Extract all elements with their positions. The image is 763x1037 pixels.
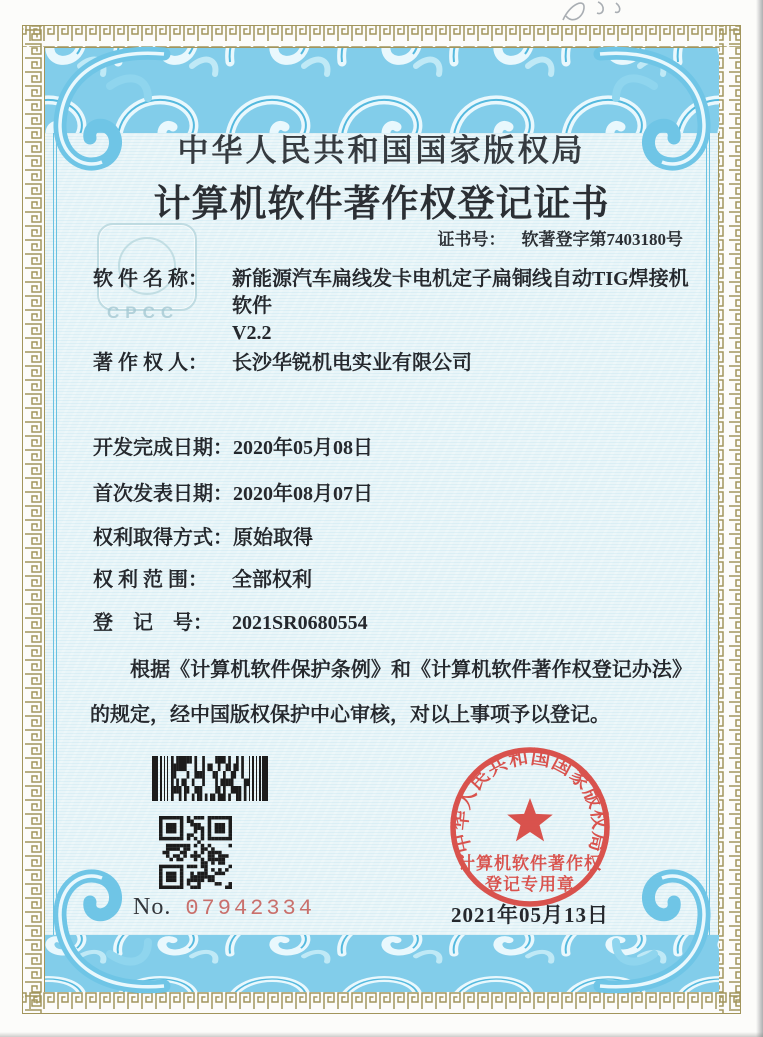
field-row-copyright-owner (93, 350, 693, 377)
field-label: 软 件 名 称： (93, 268, 208, 290)
field-row-dev-complete-date (93, 435, 693, 462)
seal-title-line1: 计算机软件著作权 (458, 854, 602, 873)
serial-prefix: No. (133, 894, 172, 920)
field-row-registration-number (93, 610, 693, 637)
field-value: 长沙华锐机电实业有限公司 (232, 352, 472, 374)
authority-title: 中华人民共和国国家版权局 (177, 133, 586, 168)
field-rows (93, 266, 693, 666)
field-value: 全部权利 (232, 569, 312, 591)
field-label: 开发完成日期： (93, 437, 233, 459)
seal-ring-text: 中华人民共和国国家版权局 (450, 747, 610, 855)
field-value: 原始取得 (233, 527, 313, 549)
field-value: 2020年05月08日 (233, 437, 373, 459)
handwriting-mark (563, 2, 620, 20)
certificate-number-line (438, 225, 684, 250)
field-label: 首次发表日期： (93, 483, 233, 505)
registration-statement: 根据《计算机软件保护条例》和《计算机软件著作权登记办法》的规定，经中国版权保护中心审核，对以上事项予以登记。 (90, 659, 692, 726)
field-row-rights-scope (93, 567, 693, 594)
serial-number-line (133, 894, 315, 921)
software-version: V2.2 (232, 322, 272, 344)
field-label: 权 利 范 围： (93, 569, 208, 591)
qr-code (159, 816, 232, 889)
registration-number: 2021SR0680554 (232, 612, 368, 634)
field-row-software-name (93, 266, 693, 347)
field-row-first-publish-date (93, 481, 693, 508)
certificate-title: 计算机软件著作权登记证书 (153, 184, 610, 225)
field-label: 著 作 权 人： (93, 352, 208, 374)
field-value: 2020年08月07日 (233, 483, 373, 505)
seal-date: 2021年05月13日 (451, 903, 609, 927)
field-label: 登 记 号： (93, 612, 213, 634)
emboss-text: CPCC (107, 303, 180, 322)
field-value (232, 266, 693, 347)
scan-shadow-right (756, 0, 763, 1037)
certificate-number-value: 软著登字第7403180号 (521, 230, 683, 249)
field-row-acquisition-method (93, 525, 693, 552)
certificate-number-label: 证书号： (437, 230, 506, 249)
software-name: 新能源汽车扁线发卡电机定子扁铜线自动TIG焊接机软件 (232, 268, 689, 317)
seal-title-line2: 登记专用章 (485, 875, 575, 894)
field-label: 权利取得方式： (93, 527, 233, 549)
serial-number: 07942334 (185, 896, 315, 921)
barcode (152, 756, 268, 801)
scan-shadow-bottom (0, 1032, 763, 1037)
star-icon (507, 798, 553, 841)
